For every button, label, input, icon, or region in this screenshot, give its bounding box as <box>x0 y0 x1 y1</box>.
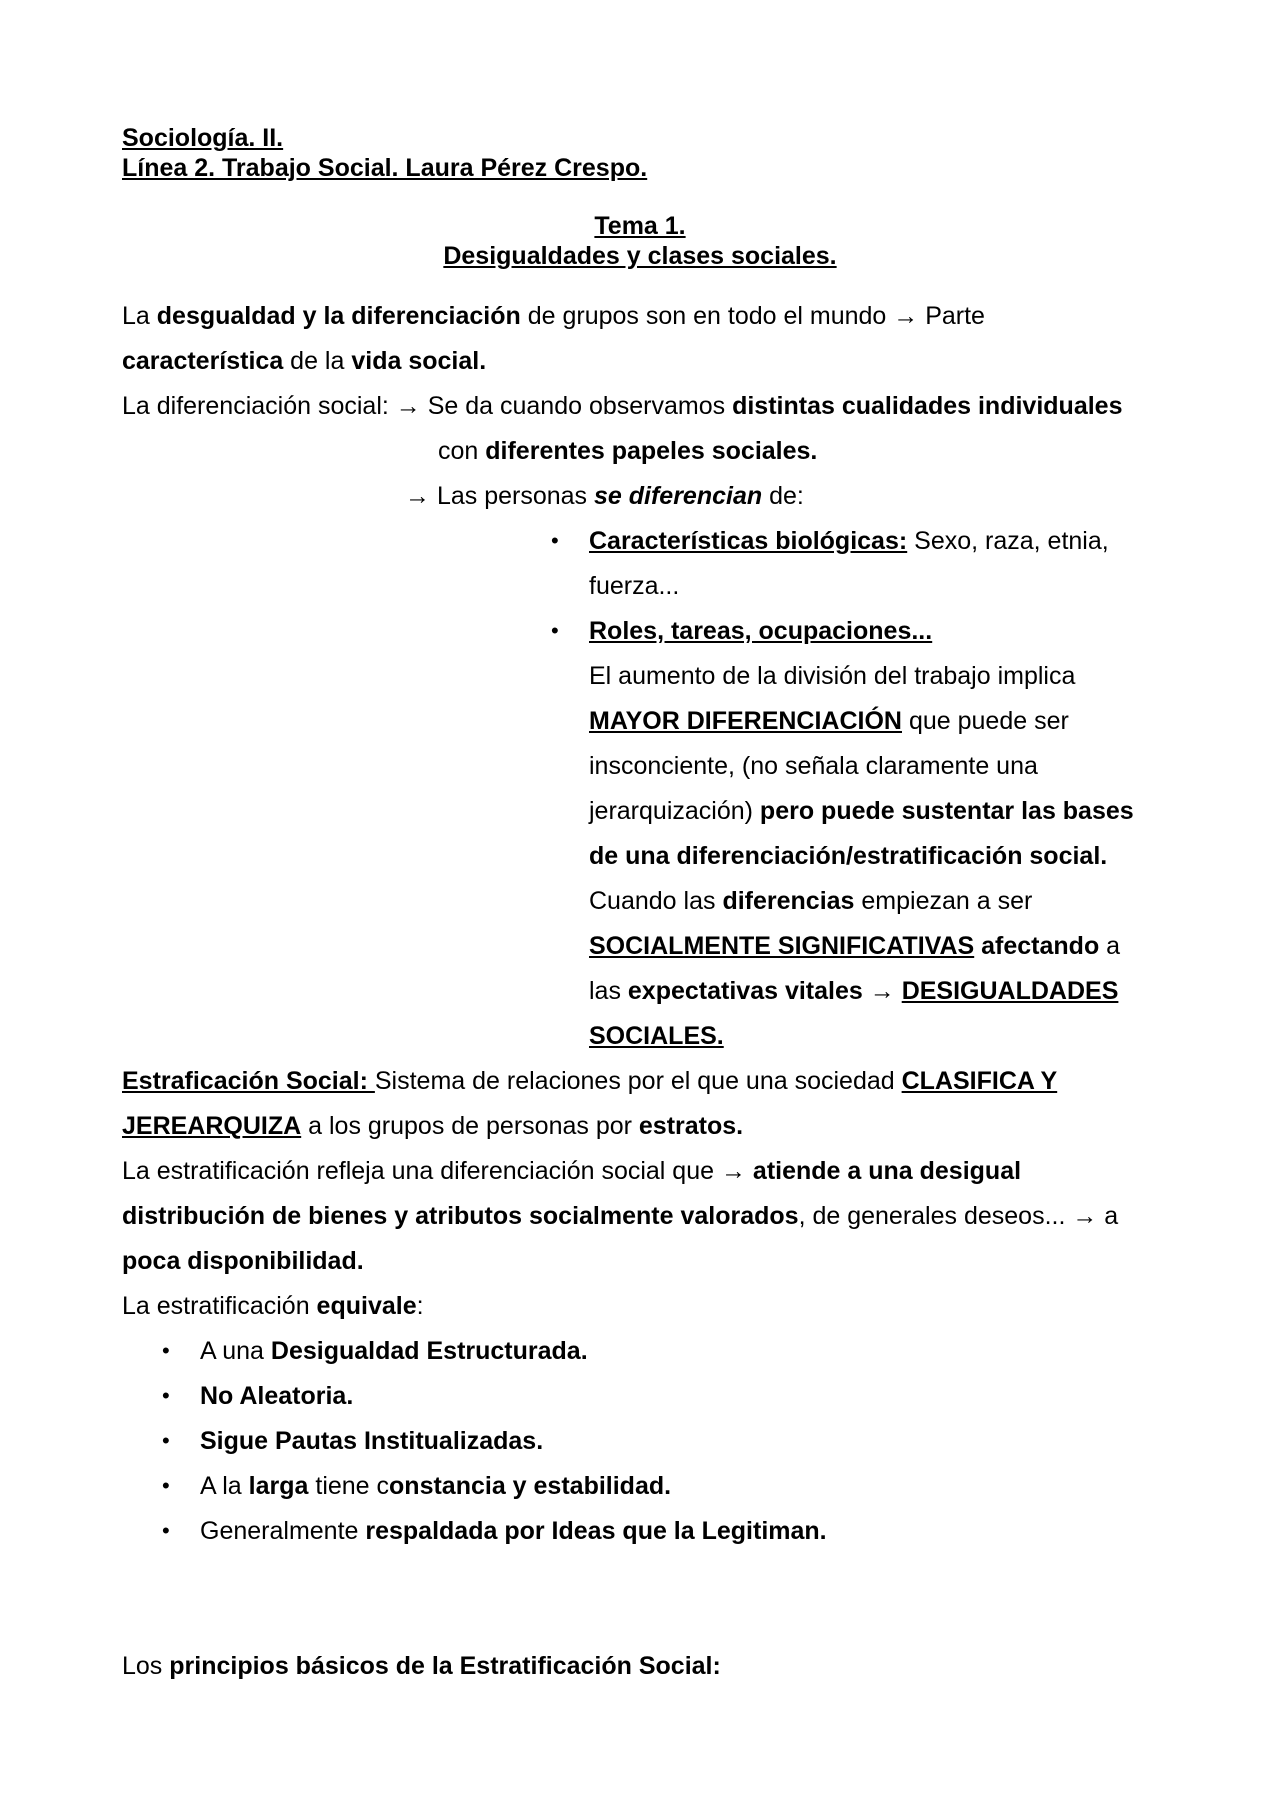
equiv-item-3: Sigue Pautas Institualizadas. <box>200 1427 544 1455</box>
roles-line-4: jerarquización) pero puede sustentar las bases <box>589 797 1134 825</box>
diff-line-1: La diferenciación social: → Se da cuando observamos distintas cualidades individuales <box>122 392 1123 420</box>
roles-line-7: SOCIALMENTE SIGNIFICATIVAS afectando a <box>589 932 1121 960</box>
intro-line-2: característica de la vida social. <box>122 347 487 375</box>
diff-line-2: con diferentes papeles sociales. <box>438 437 818 465</box>
roles-line-2: MAYOR DIFERENCIACIÓN que puede ser <box>589 707 1069 735</box>
strat-def-line-2: JEREARQUIZA a los grupos de personas por estratos. <box>122 1112 744 1140</box>
strat-refl-line-2: distribución de bienes y atributos socialmente valorados, de generales deseos... → a <box>122 1202 1119 1230</box>
bullet-icon: • <box>162 1338 170 1363</box>
roles-line-6: Cuando las diferencias empiezan a ser <box>589 887 1033 915</box>
line-info-heading: Línea 2. Trabajo Social. Laura Pérez Crespo. <box>122 154 648 182</box>
strat-equiv-line: La estratificación equivale: <box>122 1292 424 1320</box>
topic-title: Tema 1. <box>594 212 686 240</box>
equiv-item-4: A la larga tiene constancia y estabilidad. <box>200 1472 672 1500</box>
bullet-icon: • <box>162 1383 170 1408</box>
strat-refl-line-1: La estratificación refleja una diferenciación social que → atiende a una desigual <box>122 1157 1022 1185</box>
subject-title: Desigualdades y clases sociales. <box>443 242 837 270</box>
roles-line-1: El aumento de la división del trabajo implica <box>589 662 1076 690</box>
roles-line-3: insconciente, (no señala claramente una <box>589 752 1038 780</box>
diff-item-biological: Características biológicas: Sexo, raza, etnia, <box>589 527 1109 555</box>
bullet-icon: • <box>551 618 559 643</box>
roles-line-5: de una diferenciación/estratificación social. <box>589 842 1108 870</box>
intro-line-1: La desgualdad y la diferenciación de grupos son en todo el mundo → Parte <box>122 302 985 330</box>
diff-item-roles: Roles, tareas, ocupaciones... <box>589 617 933 645</box>
roles-line-8: las expectativas vitales → DESIGUALDADES <box>589 977 1119 1005</box>
principles-heading: Los principios básicos de la Estratificación Social: <box>122 1652 721 1680</box>
diff-line-3: → Las personas se diferencian de: <box>405 482 804 510</box>
course-heading: Sociología. II. <box>122 124 284 152</box>
strat-refl-line-3: poca disponibilidad. <box>122 1247 364 1275</box>
bullet-icon: • <box>551 528 559 553</box>
strat-def-line-1: Estraficación Social: Sistema de relaciones por el que una sociedad CLASIFICA Y <box>122 1067 1058 1095</box>
bullet-icon: • <box>162 1518 170 1543</box>
diff-item-biological-cont: fuerza... <box>589 572 680 600</box>
equiv-item-2: No Aleatoria. <box>200 1382 354 1410</box>
roles-line-9: SOCIALES. <box>589 1022 724 1050</box>
bullet-icon: • <box>162 1428 170 1453</box>
bullet-icon: • <box>162 1473 170 1498</box>
equiv-item-1: A una Desigualdad Estructurada. <box>200 1337 588 1365</box>
equiv-item-5: Generalmente respaldada por Ideas que la Legitiman. <box>200 1517 827 1545</box>
